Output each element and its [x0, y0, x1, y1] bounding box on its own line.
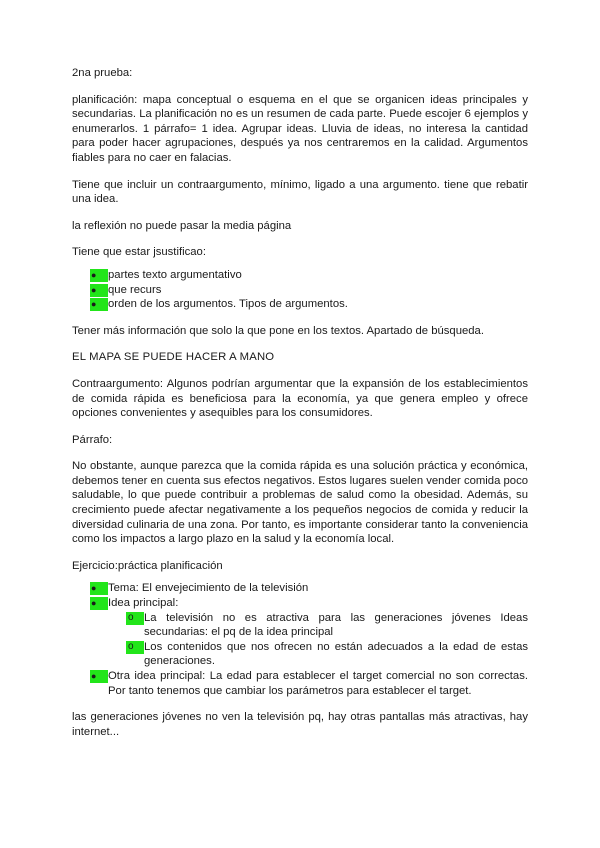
list-item-text: que recurs — [108, 283, 162, 296]
paragraph-contraargumento-example: Contraargumento: Algunos podrían argumentar que la expansión de los establecimientos de comida rápida es beneficiosa para la economía, ya que genera empleo y ofrece opciones convenientes y asequibles para los consumidores. — [72, 377, 528, 420]
list-item — [72, 581, 528, 596]
sub-list — [72, 611, 528, 669]
paragraph-label-parrafo: Párrafo: — [72, 433, 113, 446]
sub-list-item-text: Los contenidos que nos ofrecen no están adecuados a la edad de estas generaciones. — [144, 640, 528, 668]
list-item — [72, 297, 528, 312]
document-body — [72, 66, 528, 739]
list-item-text: Otra idea principal: La edad para establecer el target comercial no son correctas. Por tanto tenemos que cambiar los parámetros para establecer el target. — [108, 670, 528, 697]
bullet-icon: ● — [90, 597, 108, 610]
list-item — [72, 596, 528, 669]
sub-list-item-text: La televisión no es atractiva para las generaciones jóvenes Ideas secundarias: el pq de la idea principal — [144, 611, 528, 639]
list-item-text: partes texto argumentativo — [108, 268, 242, 281]
planning-list — [72, 581, 528, 698]
paragraph-final: las generaciones jóvenes no ven la televisión pq, hay otras pantallas más atractivas, hay internet... — [72, 711, 528, 738]
sub-list-item — [72, 640, 528, 669]
circle-bullet-icon: o — [126, 641, 144, 654]
paragraph-justificado: Tiene que estar jsustificao: — [72, 246, 206, 259]
list-item-text: Idea principal: — [108, 597, 179, 610]
bullet-icon: ● — [90, 298, 108, 311]
paragraph-planificacion: planificación: mapa conceptual o esquema en el que se organicen ideas principales y secundarias. La planificación no es un resumen de cada parte. Puede escojer 6 ejemplos y enumerarlos. 1 párrafo= 1 idea. Agrupar ideas. Lluvia de ideas, no interesa la cantidad para poder hacer agrupaciones, después ya nos centraremos en la calidad. Argumentos fiables para no caer en falacias. — [72, 93, 528, 164]
bullet-icon: ● — [90, 269, 108, 282]
bullet-icon: ● — [90, 670, 108, 683]
list-item — [72, 283, 528, 298]
paragraph-contraargumento-rule: Tiene que incluir un contraargumento, mínimo, ligado a una argumento. tiene que rebatir una idea. — [72, 178, 528, 206]
paragraph-informacion: Tener más información que solo la que pone en los textos. Apartado de búsqueda. — [72, 324, 484, 337]
requirements-list — [72, 268, 528, 312]
paragraph-mapa: EL MAPA SE PUEDE HACER A MANO — [72, 351, 275, 364]
circle-bullet-icon: o — [126, 612, 144, 625]
bullet-icon: ● — [90, 284, 108, 297]
bullet-icon: ● — [90, 582, 108, 595]
list-item — [72, 669, 528, 698]
paragraph-parrafo: No obstante, aunque parezca que la comida rápida es una solución práctica y económica, debemos tener en cuenta sus efectos negativos. Estos lugares suelen vender comida poco saludable, lo que puede contribuir a problemas de salud como la obesidad. Además, su crecimiento puede afectar negativamente a los pequeños negocios de comida y reducir la diversidad culinaria de una zona. Por tanto, es importante considerar tanto la conveniencia como los impactos a largo plazo en la salud y la economía local. — [72, 460, 528, 546]
heading: 2na prueba: — [72, 67, 133, 79]
list-item-text: orden de los argumentos. Tipos de argumentos. — [108, 298, 348, 311]
paragraph-ejercicio: Ejercicio:práctica planificación — [72, 559, 223, 572]
list-item — [72, 268, 528, 283]
sub-list-item — [72, 611, 528, 640]
list-item-text: Tema: El envejecimiento de la televisión — [108, 582, 309, 595]
paragraph-reflexion: la reflexión no puede pasar la media página — [72, 219, 292, 232]
